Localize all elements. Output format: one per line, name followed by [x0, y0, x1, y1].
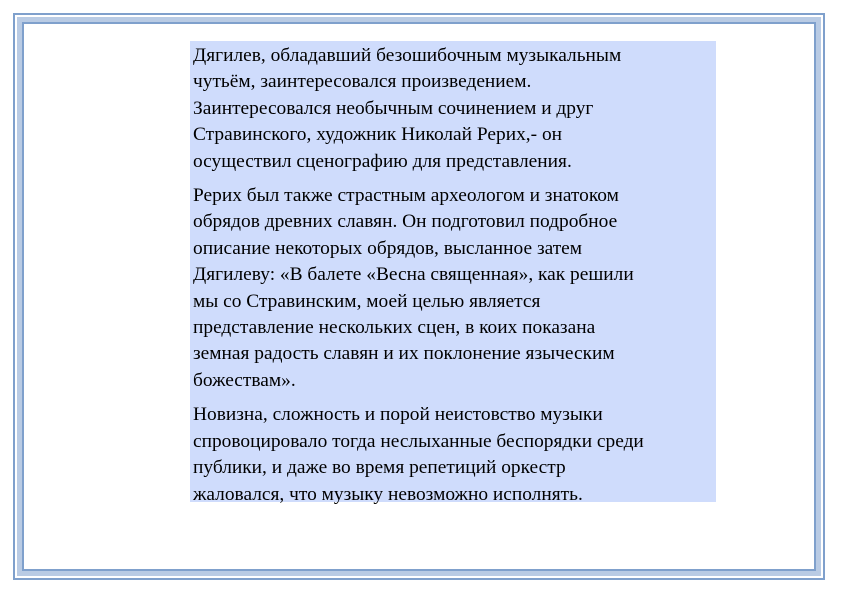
text-box: [190, 41, 716, 505]
paragraph-roerich: Рерих был также страстным археологом и знатоком обрядов древних славян. Он подготовил подробное описание некоторых обрядов, высланное затем Дягилеву: «В балете «Весна священная», как решили мы со Стравинским, моей целью является представление нескольких сцен, в коих показана земная радость славян и их поклонение языческим божествам».: [193, 185, 634, 391]
paragraph-novelty: Новизна, сложность и порой неистовство музыки спровоцировало тогда неслыханные беспорядки среди публики, и даже во время репетиций оркестр жаловался, что музыку невозможно исполнять.: [193, 404, 644, 505]
paragraph-diaghilev: Дягилев, обладавший безошибочным музыкальным чутьём, заинтересовался произведением. Заинтересовался необычным сочинением и друг Стравинского, художник Николай Рерих,- он осуществил сценографию для представления.: [193, 45, 622, 172]
